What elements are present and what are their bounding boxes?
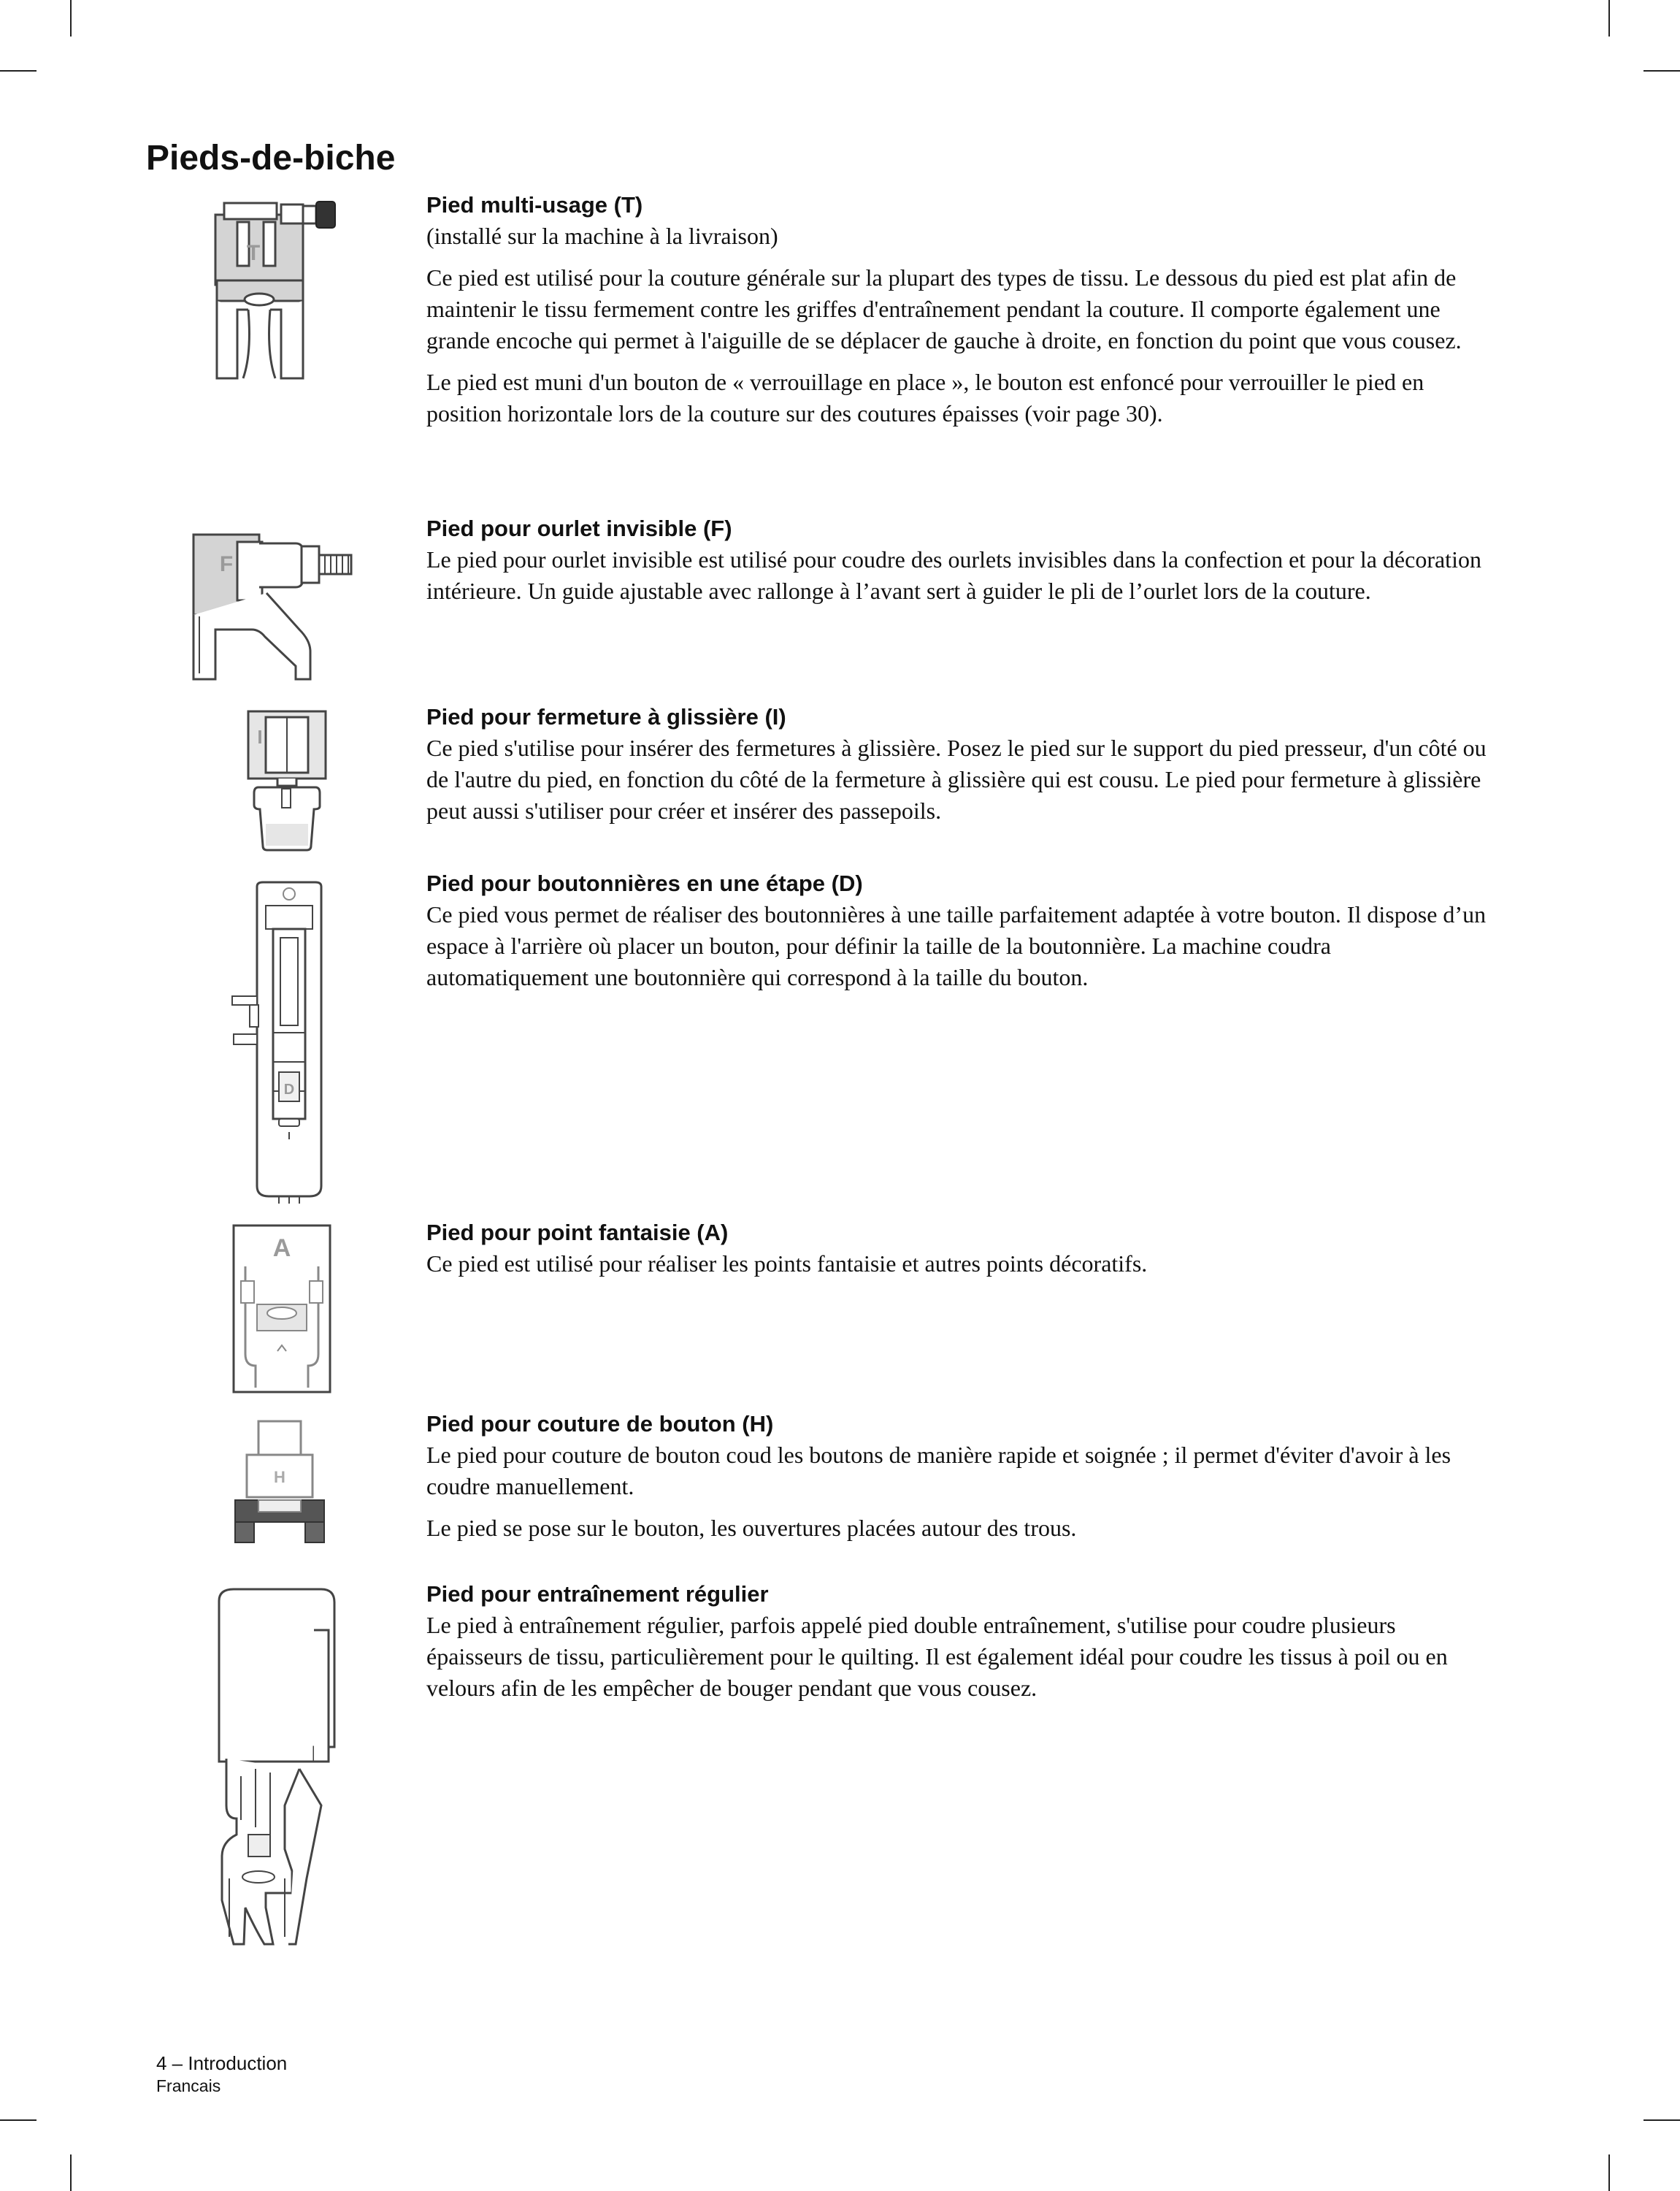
section-paragraph: Le pied à entraînement régulier, parfois appelé pied double entraînement, s'utilise pour coudre plusieurs épaisseurs de tissu, particulièrement pour le quilting. Il est également idéal pour coudre les tissus à poil ou en velours afin de les empêcher de bouger pendant que vous cousez. [426, 1612, 1448, 1701]
section-paragraph: Le pied est muni d'un bouton de « verrouillage en place », le bouton est enfoncé pour verrouiller le pied en position horizontale lors de la couture sur des coutures épaisses (voir page 30). [426, 369, 1424, 427]
crop-mark [1643, 2119, 1680, 2121]
button-foot-illustration [232, 1418, 327, 1550]
section-paragraph: Le pied pour couture de bouton coud les boutons de manière rapide et soignée ; il permet d'éviter d'avoir à les coudre manuellement. [426, 1442, 1451, 1499]
section-heading: Pied pour boutonnières en une étape (D) [426, 871, 863, 896]
section-heading: Pied pour ourlet invisible (F) [426, 516, 732, 541]
section-zipper-foot [426, 701, 1492, 827]
footer-language: Francais [156, 2076, 221, 2095]
section-button-foot [426, 1408, 1492, 1544]
section-heading: Pied pour fermeture à glissière (I) [426, 704, 786, 730]
section-decorative-foot [426, 1217, 1492, 1280]
footer-page-label: 4 – Introduction [156, 2052, 288, 2074]
section-subheading: (installé sur la machine à la livraison) [426, 223, 778, 249]
foot-letter-a: A [272, 1234, 291, 1262]
zipper-foot-illustration [244, 707, 331, 853]
foot-letter-f: F [219, 552, 234, 576]
section-paragraph: Ce pied est utilisé pour réaliser les points fantaisie et autres points décoratifs. [426, 1250, 1148, 1277]
crop-mark [1608, 0, 1610, 37]
foot-letter-i: I [257, 726, 263, 748]
walking-foot-illustration [212, 1586, 343, 1951]
section-multi-usage-foot [426, 189, 1492, 429]
foot-letter-d: D [283, 1082, 295, 1098]
section-buttonhole-foot [426, 868, 1492, 993]
section-blind-hem-foot [426, 513, 1492, 607]
blind-hem-foot-illustration [186, 520, 376, 688]
page-title: Pieds-de-biche [146, 139, 396, 177]
crop-mark [70, 2154, 72, 2191]
section-walking-foot [426, 1578, 1492, 1704]
section-paragraph: Le pied se pose sur le bouton, les ouvertures placées autour des trous. [426, 1515, 1077, 1541]
crop-mark [1608, 2154, 1610, 2191]
section-heading: Pied pour point fantaisie (A) [426, 1220, 729, 1245]
crop-mark [1643, 70, 1680, 72]
buttonhole-foot-illustration [228, 879, 337, 1205]
foot-letter-h: H [274, 1468, 285, 1486]
section-heading: Pied pour entraînement régulier [426, 1581, 769, 1607]
section-paragraph: Le pied pour ourlet invisible est utilisé pour coudre des ourlets invisibles dans la confection et pour la décoration intérieure. Un guide ajustable avec rallonge à l’avant sert à guider le pli de l’ourlet lors de la couture. [426, 546, 1481, 604]
crop-mark [70, 0, 72, 37]
decorative-foot-illustration [231, 1223, 333, 1395]
page-footer [156, 2052, 287, 2097]
section-paragraph: Ce pied vous permet de réaliser des boutonnières à une taille parfaitement adaptée à votre bouton. Il dispose d’un espace à l'arrière où placer un bouton, pour définir la taille de la boutonnière. La machine coudra automatiquement une boutonnière qui correspond à la taille du bouton. [426, 901, 1487, 990]
multi-usage-foot-illustration [208, 193, 354, 386]
section-heading: Pied multi-usage (T) [426, 192, 643, 218]
section-paragraph: Ce pied est utilisé pour la couture générale sur la plupart des types de tissu. Le dessous du pied est plat afin de maintenir le tissu fermement contre les griffes d'entraînement pendant la couture. Il comporte également une grande encoche qui permet à l'aiguille de se déplacer de gauche à droite, en fonction du point que vous cousez. [426, 264, 1462, 353]
section-paragraph: Ce pied s'utilise pour insérer des fermetures à glissière. Posez le pied sur le support du pied presseur, d'un côté ou de l'autre du pied, en fonction du côté de la fermeture à glissière qui est cousu. Le pied pour fermeture à glissière peut aussi s'utiliser pour créer et insérer des passepoils. [426, 735, 1487, 824]
foot-letter-t: T [246, 241, 261, 265]
section-heading: Pied pour couture de bouton (H) [426, 1411, 774, 1437]
crop-mark [0, 2119, 37, 2121]
crop-mark [0, 70, 37, 72]
